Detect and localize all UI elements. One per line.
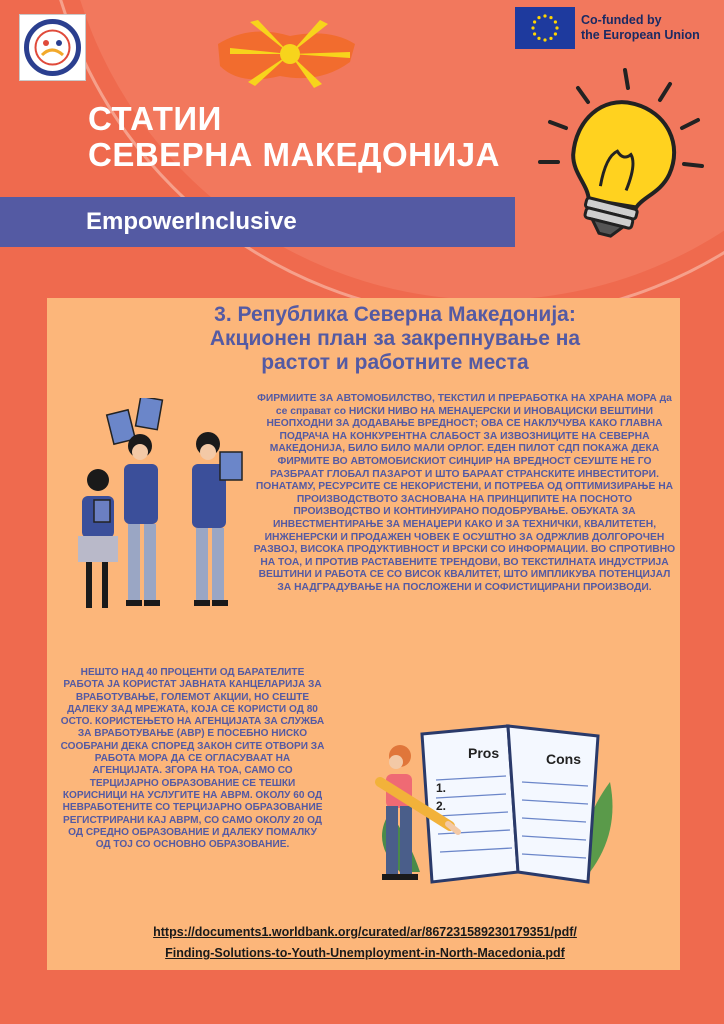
- source-link-line2[interactable]: Finding-Solutions-to-Youth-Unemployment-in-North-Macedonia.pdf: [165, 946, 565, 960]
- page-title: [88, 101, 500, 173]
- article-heading: [145, 303, 645, 375]
- heading-line1: 3. Република Северна Македонија:: [214, 303, 576, 326]
- lightbulb-icon: [520, 62, 710, 242]
- notebook-item-2: 2.: [436, 799, 447, 813]
- title-line1: СТАТИИ: [88, 100, 222, 137]
- article-paragraph-1: ФИРМИИТЕ ЗА АВТОМОБИЛСТВО, ТЕКСТИЛ И ПРЕРАБОТКА НА ХРАНА МОРА да се справат со НИСКИ НИВО НА МЕНАЏЕРСКИ И ИНОВАЦИСКИ ВЕШТИНИ НЕОПХОДНИ ЗА ДОДАВАЊЕ ВРЕДНОСТ; ОВА СЕ НАКЛУЧУВА КАКО ГЛАВНА ПОДРАЧА НА КОНКУРЕНТНА СЛАБОСТ ЗА ИЗВОЗНИЦИТЕ НА СЕВЕРНА МАКЕДОНИЈА, БИЛО БИЛО МАЛИ ОРЛОГ. ЕДЕН ПИЛОТ СДП ПОКАЖА ДЕКА ФИРМИТЕ ВО АВТОМОБИСКИОТ СИНЏИР НА ВРЕДНОСТ СЕУШТЕ НЕ ГО РАЗБРААТ ГЛОБАЛ ПАЗАРОТ И ШТО БАРААТ СТРАНСКИТЕ ИНВЕСТИТОРИ. ПОНАТАМУ, РЕСУРСИТЕ СЕ НЕКОРИСТЕНИ, И ПОТРЕБА ОД ОПТИМИЗИРАЊЕ НА ПРОИЗВОДСТВОТО ЗАСНОВАНА НА ПРИНЦИПИТЕ НА ПОСНОТО ПРОИЗВОДСТВО И КОНТИНУИРАНО ПОДОБРУВАЊЕ. ОБУКАТА ЗА ИНВЕСТМЕНТИРАЊЕ ЗА МЕНАЏЕРИ КАКО И ЗА ТЕХНИЧКИ, КВАЛИТЕТЕН, ИНЖЕНЕРСКИ И ПРОДАЖЕН ЧОВЕК Е ОСУШТНО ЗА ОДРЖЛИВ ДОЛГОРОЧЕН РАЗВОЈ, ВИСОКА ПРОДУКТИВНОСТ И ВРСКИ СО ИНФОРМАЦИИ. ВО СПРОТИВНО НА ТОА, И ПРОТИВ РАСТАВЕНИТЕ ТРЕНДОВИ, ВО ТЕКСТИЛНАТА ИНДУСТРИЈА ВЕШТИНИ И РАБОТА СЕ СО ВИСОК КВАЛИТЕТ, ШТО ИМПЛИКУВА ПОТЕНЦИЈАЛ ЗА НАДГРАДУВАЊЕ НА ПОСЛОЖЕНИ И СОФИСТИЦИРАНИ ПРОИЗВОДИ.: [253, 393, 676, 593]
- heading-line3: растот и работните места: [261, 351, 529, 374]
- flag-brush-icon: [210, 14, 360, 92]
- students-illustration-icon: [60, 398, 255, 626]
- logo: [19, 14, 86, 81]
- brand-label: EmpowerInclusive: [86, 208, 297, 235]
- heading-line2: Акционен план за закрепнување на: [209, 327, 581, 350]
- eu-flag-icon: [515, 7, 575, 49]
- notebook-pros-label: Pros: [468, 745, 500, 761]
- article-paragraph-2: НЕШТО НАД 40 ПРОЦЕНТИ ОД БАРАТЕЛИТЕ РАБОТА ЈА КОРИСТАТ ЈАВНАТА КАНЦЕЛАРИЈА ЗА ВРАБОТУВАЊЕ, ГОЛЕМОТ АКЦИИ, НО СЕШТЕ ДАЛЕКУ ЗАД МРЕЖАТА, КОЈА СЕ КОРИСТИ ОД 80 ОСТО. КОРИСТЕЊЕТО НА АГЕНЦИЈАТА ЗА СЛУЖБА ЗА ВРАБОТУВАЊЕ (АВР) Е ПОСЕБНО НИСКО СООБРАНИ ДЕКА СПОРЕД ЗАКОН СИТЕ ОТВОРИ ЗА РАБОТА МОРА ДА СЕ ОГЛАСУВААТ НА АГЕНЦИЈАТА. ЗГОРА НА ТОА, САМО СО ТЕРЦИЈАРНО ОБРАЗОВАНИЕ СЕ ТЕШКИ КОРИСНИЦИ НА УСЛУГИТЕ НА АВРМ. ОКОЛУ 60 ОД НЕВРАБОТЕНИТЕ СО ТЕРЦИЈАРНО ОБРАЗОВАНИЕ РЕГИСТРИРАНИ КАЈ АВРМ, СО САМО ОКОЛУ 20 ОД ОД СРЕДНО ОБРАЗОВАНИЕ И ДАЛЕКУ ПОМАЛКУ ОД ТОЈ СО ОСНОВНО ОБРАЗОВАНИЕ.: [60, 667, 325, 851]
- empowerinclusive-logo-icon: [20, 15, 85, 80]
- source-link-line1[interactable]: https://documents1.worldbank.org/curated/ar/867231589230179351/pdf/: [153, 925, 577, 939]
- eu-text: [581, 13, 700, 43]
- eu-line1: Co-funded by: [581, 13, 662, 27]
- eu-cofunded-badge: [515, 7, 710, 49]
- notebook-illustration-icon: [340, 722, 640, 906]
- title-line2: СЕВЕРНА МАКЕДОНИЈА: [88, 136, 500, 173]
- notebook-item-1: 1.: [436, 781, 447, 795]
- eu-line2: the European Union: [581, 28, 700, 42]
- notebook-cons-label: Cons: [546, 751, 581, 767]
